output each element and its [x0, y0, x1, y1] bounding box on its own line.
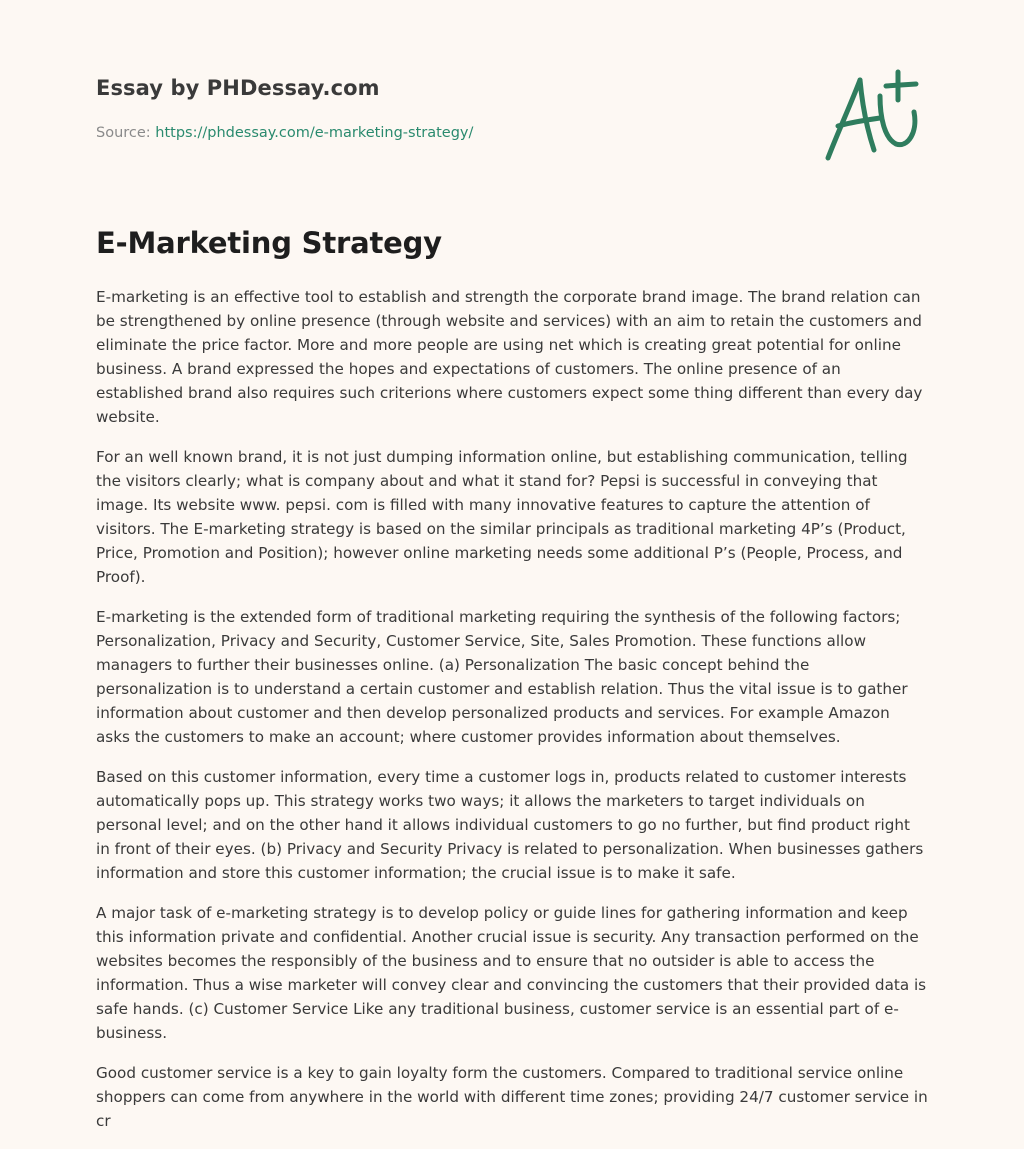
source-line	[96, 125, 473, 141]
body-paragraph: Good customer service is a key to gain loyalty form the customers. Compared to traditional service online shoppers can come from anywhere in the world with different time zones; providing 24/7 customer service in cr	[96, 1064, 928, 1130]
body-paragraph: A major task of e-marketing strategy is to develop policy or guide lines for gathering information and keep this information private and confidential. Another crucial issue is security. Any transaction performed on the websites becomes the responsibly of the business and to ensure that no outsider is able to access the information. Thus a wise marketer will convey clear and convincing the customers that their provided data is safe hands. (c) Customer Service Like any traditional business, customer service is an essential part of e-business.	[96, 904, 927, 1042]
essay-header	[96, 0, 928, 200]
source-link[interactable]: https://phdessay.com/e-marketing-strategy/	[155, 125, 474, 141]
site-brand: Essay by PHDessay.com	[96, 76, 380, 100]
body-paragraph: For an well known brand, it is not just dumping information online, but establishing communication, telling the visitors clearly; what is company about and what it stand for? Pepsi is successful in conveying that image. Its website www. pepsi. com is filled with many innovative features to capture the attention of visitors. The E-marketing strategy is based on the similar principals as traditional marketing 4P’s (Product, Price, Promotion and Position); however online marketing needs some additional P’s (People, Process, and Proof).	[96, 448, 908, 586]
a-plus-logo-icon	[822, 66, 926, 166]
essay-body	[96, 285, 928, 1149]
body-paragraph: Based on this customer information, every time a customer logs in, products related to customer interests automatically pops up. This strategy works two ways; it allows the marketers to target individuals on personal level; and on the other hand it allows individual customers to go no further, but find product right in front of their eyes. (b) Privacy and Security Privacy is related to personalization. When businesses gathers information and store this customer information; the crucial issue is to make it safe.	[96, 768, 924, 882]
body-paragraph: E-marketing is the extended form of traditional marketing requiring the synthesis of the following factors; Personalization, Privacy and Security, Customer Service, Site, Sales Promotion. These functions allow managers to further their businesses online. (a) Personalization The basic concept behind the personalization is to understand a certain customer and establish relation. Thus the vital issue is to gather information about customer and then develop personalized products and services. For example Amazon asks the customers to make an account; where customer provides information about themselves.	[96, 608, 908, 746]
source-label: Source:	[96, 125, 151, 141]
document-title: E-Marketing Strategy	[96, 226, 442, 260]
body-paragraph: E-marketing is an effective tool to establish and strength the corporate brand image. The brand relation can be strengthened by online presence (through website and services) with an aim to retain the customers and eliminate the price factor. More and more people are using net which is creating great potential for online business. A brand expressed the hopes and expectations of customers. The online presence of an established brand also requires such criterions where customers expect some thing different than every day website.	[96, 288, 923, 426]
essay-page	[96, 0, 928, 1130]
